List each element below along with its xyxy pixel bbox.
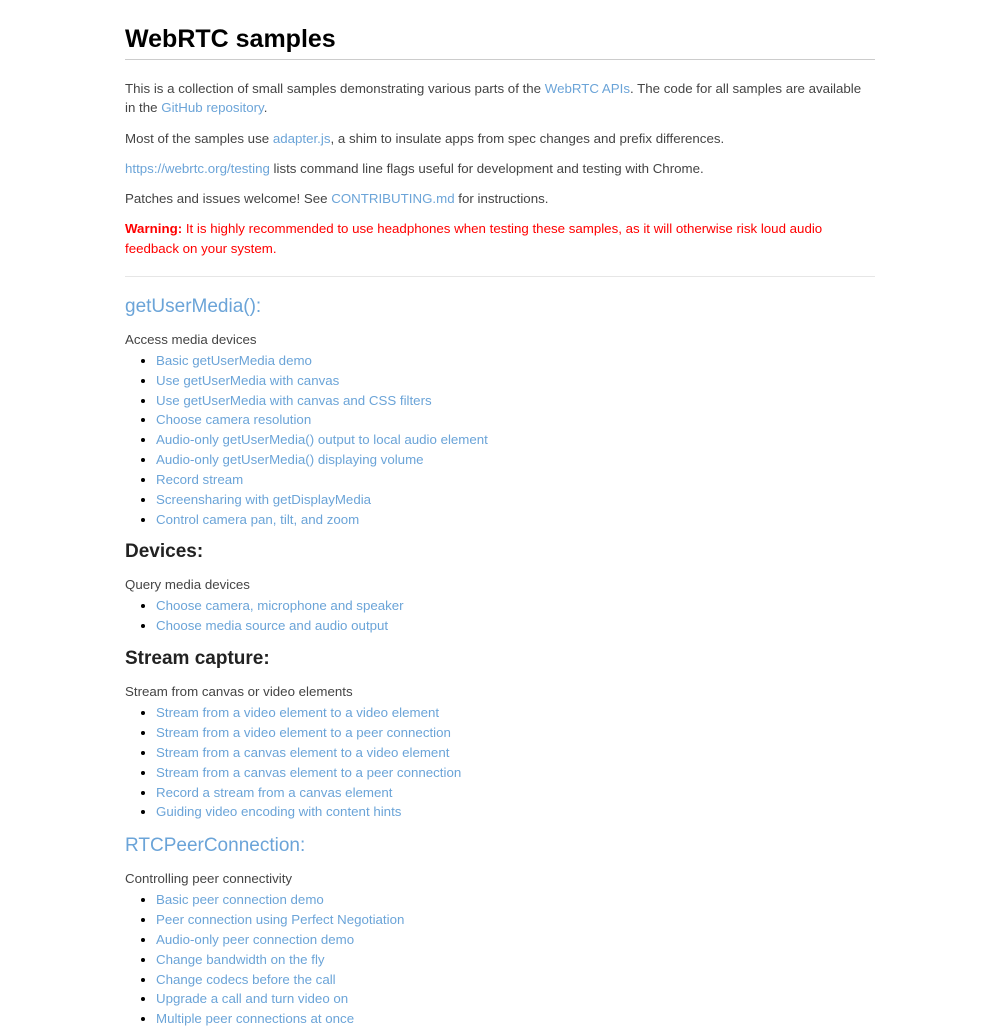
list-item <box>156 450 875 470</box>
github-repository-link[interactable]: GitHub repository <box>161 100 264 116</box>
sample-link[interactable]: Change codecs before the call <box>156 971 336 987</box>
warning-label: Warning: <box>125 221 183 237</box>
list-item <box>156 410 875 430</box>
list-item <box>156 510 875 530</box>
list-item <box>156 910 875 930</box>
list-item <box>156 970 875 990</box>
sample-link[interactable]: Use getUserMedia with canvas and CSS filters <box>156 392 432 408</box>
intro-paragraph-adapter: Most of the samples use adapter.js, a shim to insulate apps from spec changes and prefix differences. <box>125 130 725 146</box>
sample-link[interactable]: Multiple peer connections at once <box>156 1011 355 1027</box>
sample-link[interactable]: Stream from a video element to a video element <box>156 705 440 721</box>
list-item <box>156 890 875 910</box>
list-item <box>156 490 875 510</box>
webrtc-apis-link[interactable]: WebRTC APIs <box>544 81 631 96</box>
sample-link[interactable]: Choose camera resolution <box>156 412 312 428</box>
sample-link[interactable]: Change bandwidth on the fly <box>156 951 325 967</box>
section-divider <box>125 276 875 277</box>
list-item <box>156 802 875 822</box>
devices-sample-list <box>125 596 875 636</box>
sample-link[interactable]: Stream from a canvas element to a video element <box>156 744 450 760</box>
sample-link[interactable]: Guiding video encoding with content hints <box>156 804 402 820</box>
webrtc-testing-link[interactable]: https://webrtc.org/testing <box>125 160 270 176</box>
intro-section <box>125 79 875 258</box>
section-description: Query media devices <box>125 577 250 593</box>
sample-link[interactable]: Screensharing with getDisplayMedia <box>156 491 372 507</box>
intro-paragraph-collection: This is a collection of small samples demonstrating various parts of the WebRTC APIs. The code for all samples are available in the GitHub repository. <box>125 81 862 116</box>
list-item <box>156 763 875 783</box>
getusermedia-sample-list <box>125 351 875 530</box>
list-item <box>156 596 875 616</box>
section-heading-stream-capture: Stream capture: <box>125 648 270 670</box>
warning-message: Warning: It is highly recommended to use headphones when testing these samples, as it will otherwise risk loud audio feedback on your system. <box>125 221 823 256</box>
section-heading-devices: Devices: <box>125 541 204 563</box>
list-item <box>156 430 875 450</box>
section-description: Controlling peer connectivity <box>125 871 293 887</box>
section-description: Access media devices <box>125 331 257 347</box>
sample-link[interactable]: Record stream <box>156 471 244 487</box>
page-title: WebRTC samples <box>125 23 875 60</box>
contributing-link[interactable]: CONTRIBUTING.md <box>331 191 455 207</box>
list-item <box>156 743 875 763</box>
sample-link[interactable]: Choose media source and audio output <box>156 618 389 634</box>
list-item <box>156 371 875 391</box>
list-item <box>156 930 875 950</box>
list-item <box>156 616 875 636</box>
intro-paragraph-contributing: Patches and issues welcome! See CONTRIBUTING.md for instructions. <box>125 191 549 207</box>
sample-link[interactable]: Audio-only peer connection demo <box>156 931 355 947</box>
rtcpeerconnection-sample-list <box>125 890 875 1029</box>
intro-paragraph-testing: https://webrtc.org/testing lists command line flags useful for development and testing with Chrome. <box>125 160 704 176</box>
rtcpeerconnection-heading-link[interactable]: RTCPeerConnection: <box>125 835 306 857</box>
list-item <box>156 703 875 723</box>
list-item <box>156 989 875 1009</box>
list-item <box>156 470 875 490</box>
sample-link[interactable]: Audio-only getUserMedia() displaying volume <box>156 452 424 468</box>
sample-link[interactable]: Upgrade a call and turn video on <box>156 991 349 1007</box>
list-item <box>156 950 875 970</box>
sample-link[interactable]: Choose camera, microphone and speaker <box>156 598 404 614</box>
stream-capture-sample-list <box>125 703 875 822</box>
sample-link[interactable]: Control camera pan, tilt, and zoom <box>156 511 360 527</box>
list-item <box>156 391 875 411</box>
section-heading-getusermedia <box>125 294 875 320</box>
sample-link[interactable]: Stream from a video element to a peer connection <box>156 724 451 740</box>
sample-link[interactable]: Basic getUserMedia demo <box>156 352 312 368</box>
list-item <box>156 351 875 371</box>
list-item <box>156 783 875 803</box>
sample-link[interactable]: Record a stream from a canvas element <box>156 784 393 800</box>
main-content <box>125 0 875 1029</box>
sample-link[interactable]: Audio-only getUserMedia() output to local audio element <box>156 432 488 448</box>
adapter-js-link[interactable]: adapter.js <box>272 130 331 146</box>
list-item <box>156 723 875 743</box>
sample-link[interactable]: Stream from a canvas element to a peer connection <box>156 764 462 780</box>
list-item <box>156 1009 875 1029</box>
section-description: Stream from canvas or video elements <box>125 684 353 700</box>
sample-link[interactable]: Peer connection using Perfect Negotiation <box>156 912 405 928</box>
sample-link[interactable]: Use getUserMedia with canvas <box>156 372 340 388</box>
getusermedia-heading-link[interactable]: getUserMedia(): <box>125 295 262 317</box>
section-heading-rtcpeerconnection <box>125 833 875 859</box>
sample-link[interactable]: Basic peer connection demo <box>156 892 324 908</box>
